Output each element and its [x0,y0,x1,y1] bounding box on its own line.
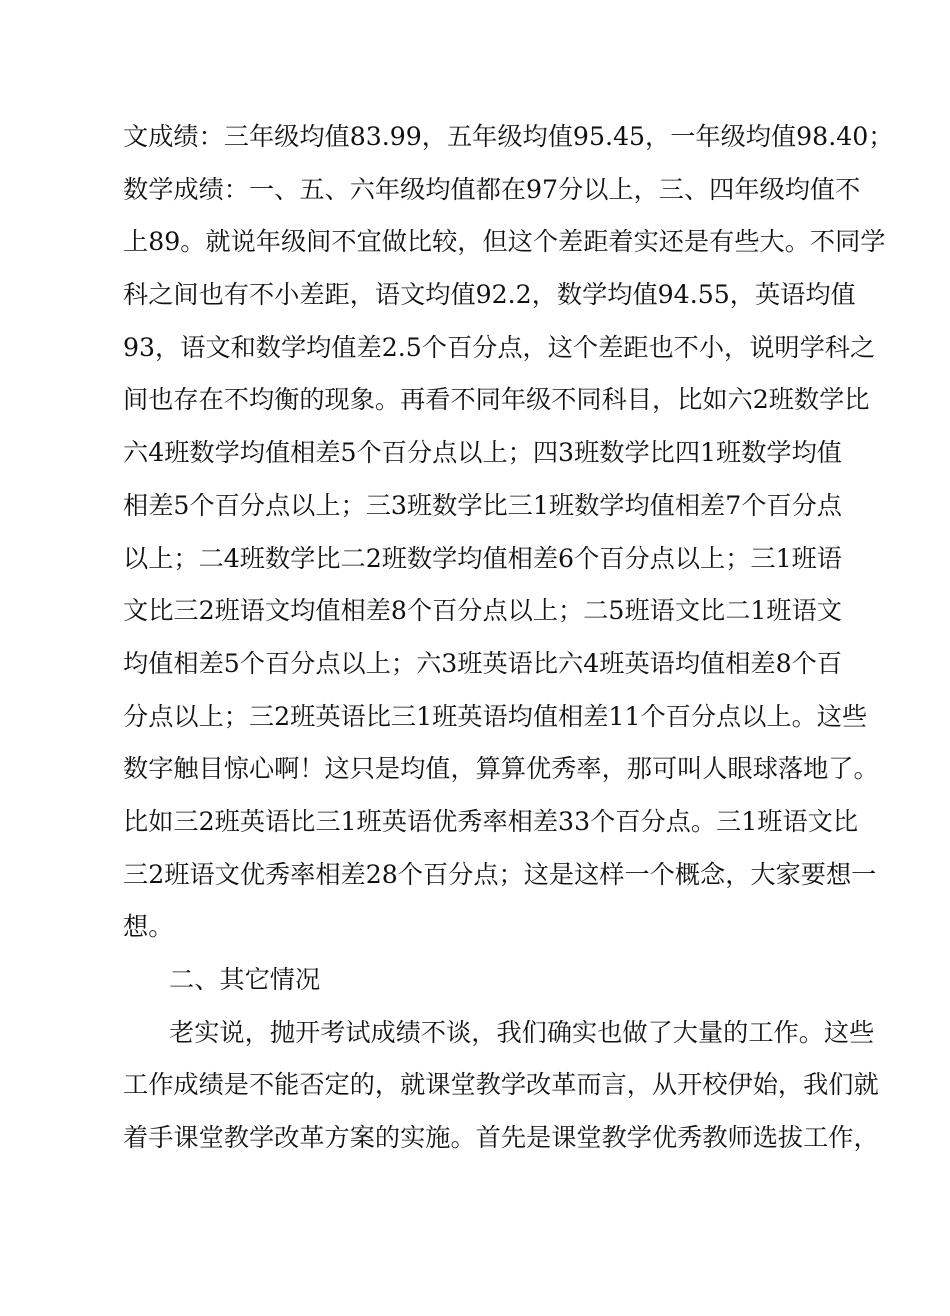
text-line: 文比三2班语文均值相差8个百分点以上；二5班语文比二1班语文 [123,596,842,626]
text-line: 相差5个百分点以上；三3班数学比三1班数学均值相差7个百分点 [123,490,842,520]
text-line: 间也存在不均衡的现象。再看不同年级不同科目，比如六2班数学比 [123,385,870,415]
text-line: 着手课堂教学改革方案的实施。首先是课堂教学优秀教师选拔工作， [123,1123,879,1153]
document-body [123,117,894,1171]
text-line: 上89。就说年级间不宜做比较，但这个差距着实还是有些大。不同学 [123,227,886,257]
text-line: 工作成绩是不能否定的，就课堂教学改革而言，从开校伊始，我们就 [123,1070,879,1100]
text-line: 以上；二4班数学比二2班数学均值相差6个百分点以上；三1班语 [123,543,842,573]
text-line: 数学成绩：一、五、六年级均值都在97分以上，三、四年级均值不 [123,174,861,204]
text-line: 比如三2班英语比三1班英语优秀率相差33个百分点。三1班语文比 [123,806,859,836]
text-line: 93，语文和数学均值差2.5个百分点，这个差距也不小，说明学科之 [123,332,876,362]
text-line: 科之间也有不小差距，语文均值92.2，数学均值94.55，英语均值 [123,280,856,310]
text-line: 想。 [123,912,174,942]
section-heading: 二、其它情况 [169,965,321,994]
text-line: 文成绩：三年级均值83.99，五年级均值95.45，一年级均值98.40； [123,122,894,151]
text-line: 均值相差5个百分点以上；六3班英语比六4班英语均值相差8个百 [123,648,842,678]
text-line: 分点以上；三2班英语比三1班英语均值相差11个百分点以上。这些 [123,701,868,731]
text-line: 六4班数学均值相差5个百分点以上；四3班数学比四1班数学均值 [123,438,842,468]
text-line: 老实说，抛开考试成绩不谈，我们确实也做了大量的工作。这些 [169,1017,875,1047]
text-line: 数字触目惊心啊！这只是均值，算算优秀率，那可叫人眼球落地了。 [123,754,879,784]
text-line: 三2班语文优秀率相差28个百分点；这是这样一个概念，大家要想一 [123,859,877,889]
